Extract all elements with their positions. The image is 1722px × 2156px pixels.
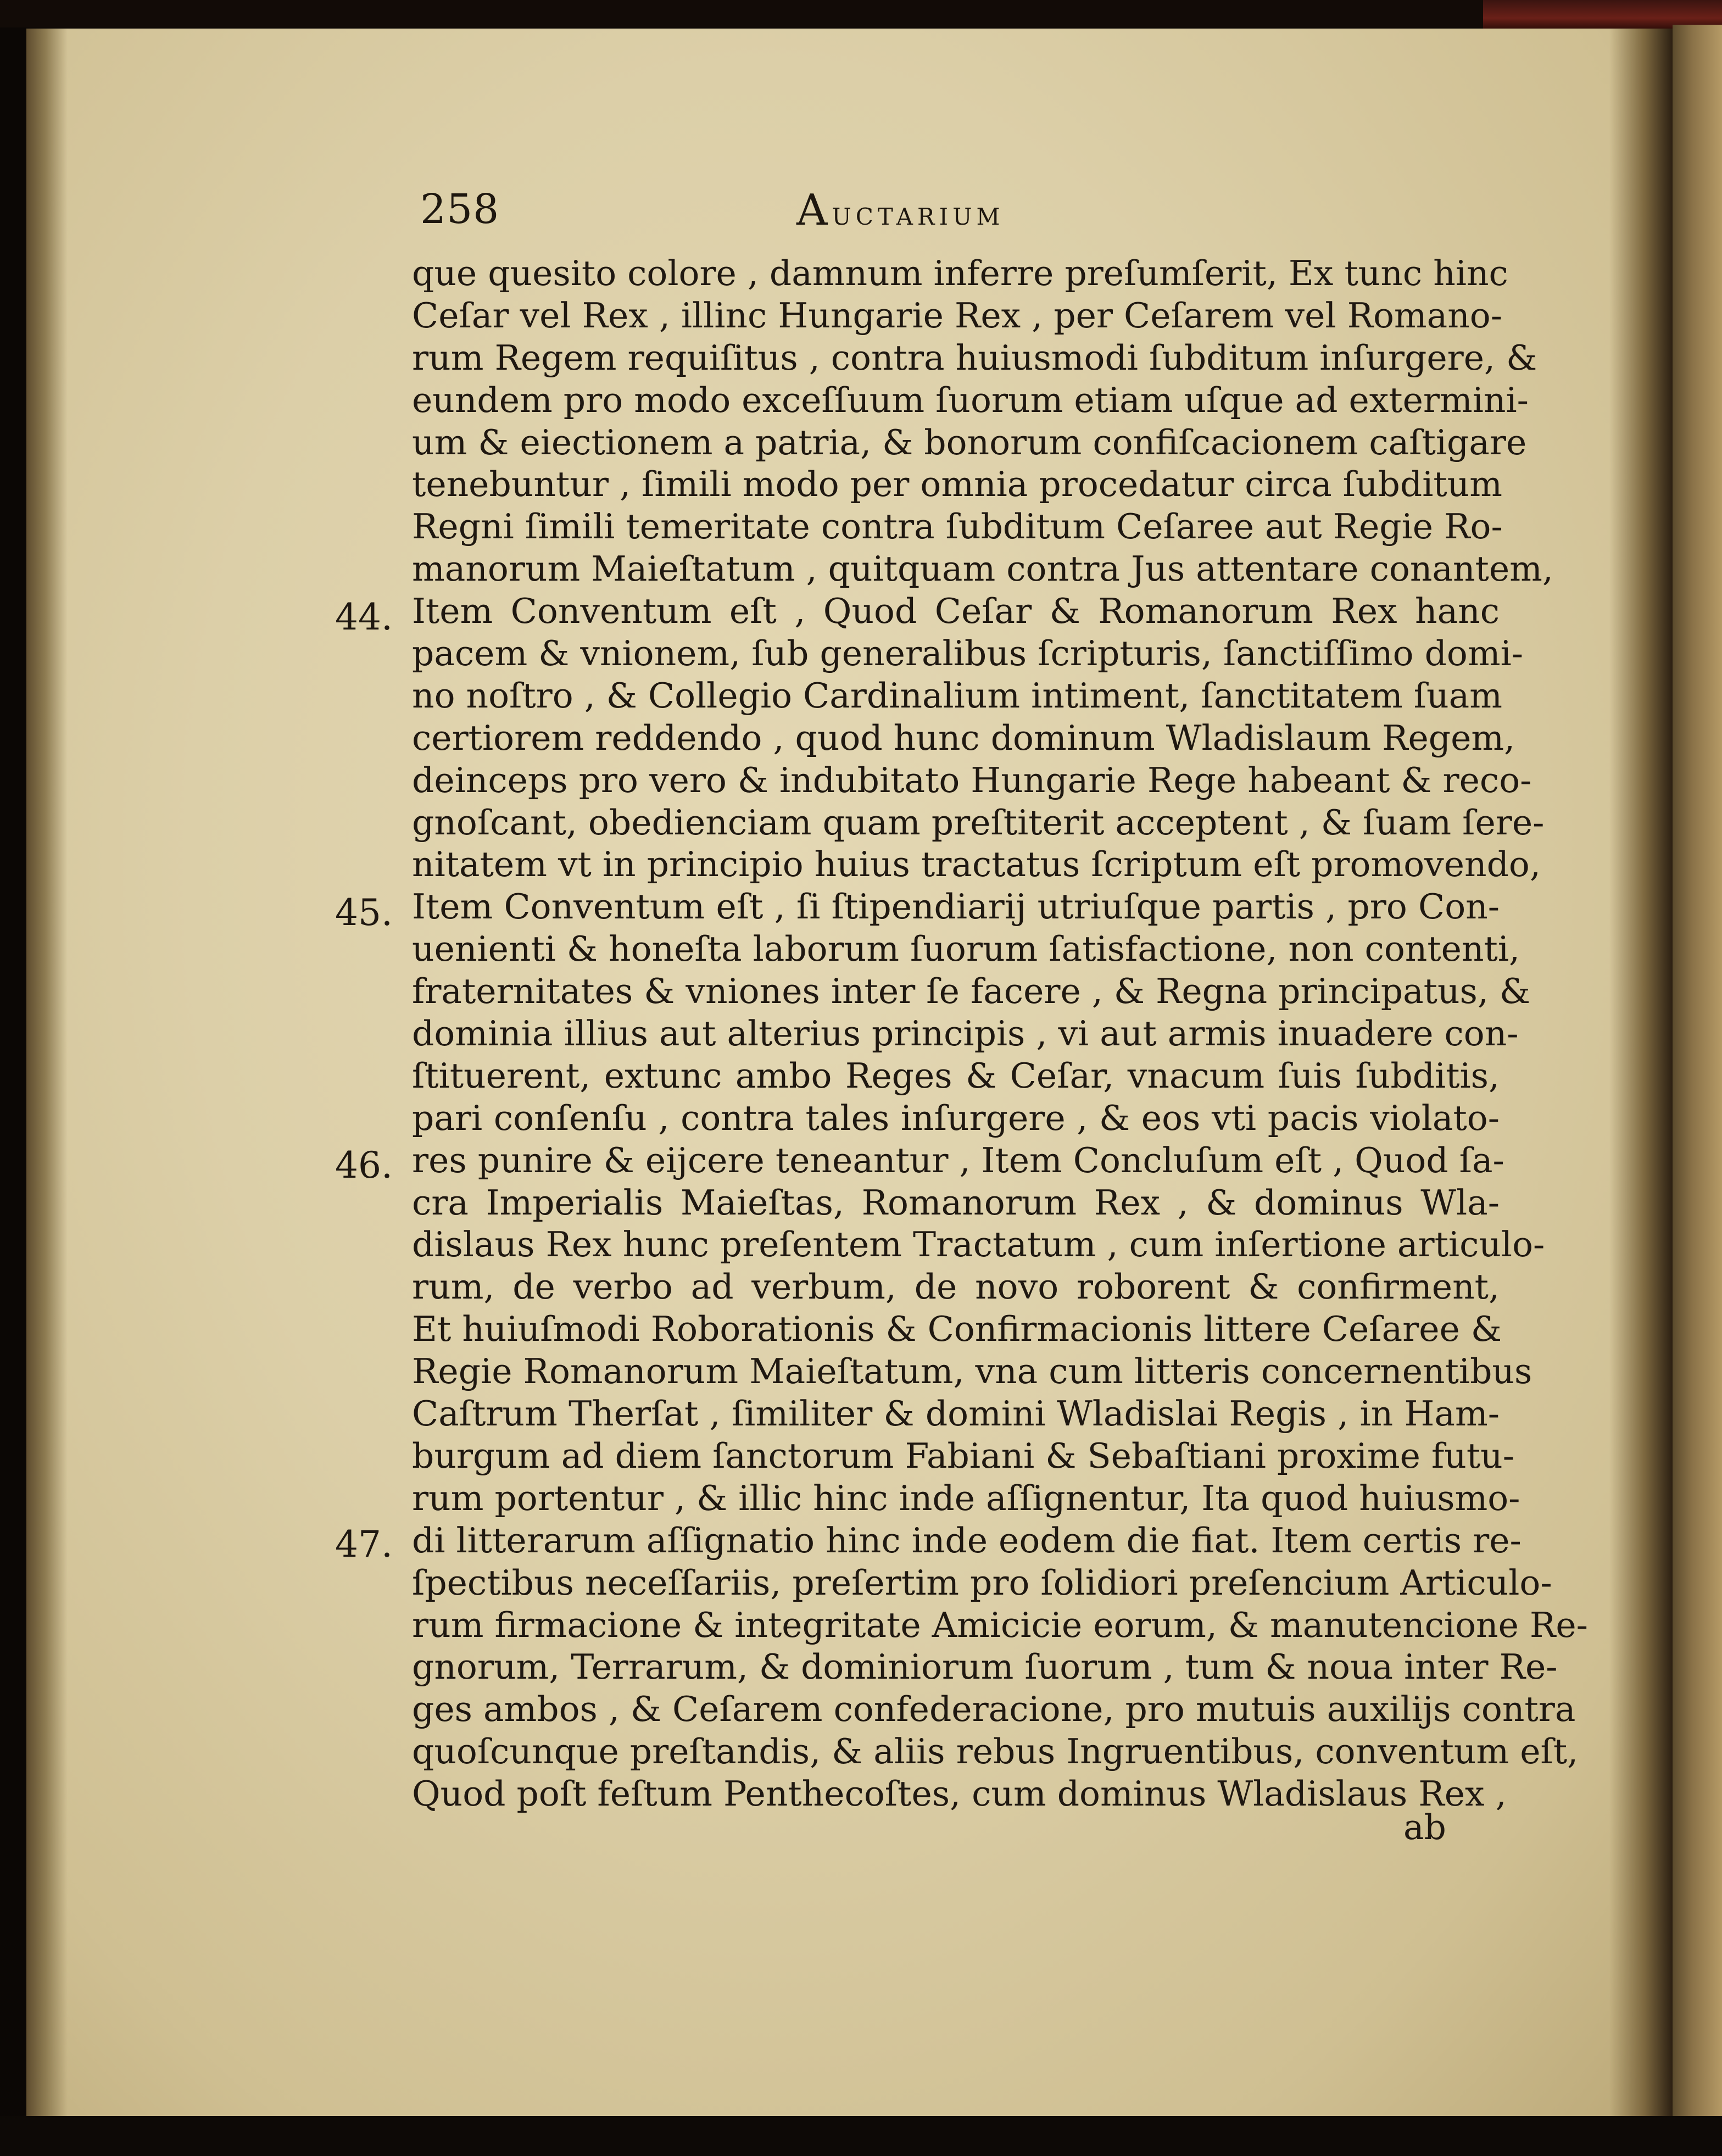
text-line: pacem & vnionem, ſub generalibus ſcripturis, ſanctiſſimo domi- <box>412 633 1524 674</box>
text-line: Item Conventum eſt , Quod Ceſar & Romanorum Rex hanc <box>412 591 1500 632</box>
text-line: res punire & eijcere teneantur , Item Concluſum eſt , Quod ſa- <box>412 1140 1504 1180</box>
page-gutter-shadow <box>26 29 68 2116</box>
text-line: que quesito colore , damnum inferre preſumſerit, Ex tunc hinc <box>412 253 1508 293</box>
text-line: ſpectibus neceſſariis, preſertim pro ſolidiori preſencium Articulo- <box>412 1562 1552 1603</box>
margin-article-number: 45. <box>335 892 393 934</box>
margin-article-number: 47. <box>335 1523 393 1566</box>
text-line: cra Imperialis Maieſtas, Romanorum Rex , & dominus Wla- <box>412 1182 1500 1223</box>
running-head: Auctarium <box>796 186 1005 235</box>
text-line: eundem pro modo exceſſuum ſuorum etiam uſque ad extermini- <box>412 380 1529 420</box>
text-line: no noſtro , & Collegio Cardinalium intiment, ſanctitatem ſuam <box>412 675 1502 716</box>
adjacent-page-edge <box>1673 25 1722 2129</box>
text-line: certiorem reddendo , quod hunc dominum Wladislaum Regem, <box>412 717 1515 758</box>
text-line: deinceps pro vero & indubitato Hungarie Rege habeant & reco- <box>412 760 1532 800</box>
text-line: gnorum, Terrarum, & dominiorum ſuorum , tum & noua inter Re- <box>412 1647 1558 1687</box>
text-line: rum, de verbo ad verbum, de novo roborent & confirment, <box>412 1267 1500 1307</box>
dark-backdrop-bottom <box>0 2116 1722 2156</box>
text-line: ges ambos , & Ceſarem confederacione, pro mutuis auxilijs contra <box>412 1689 1576 1730</box>
text-line: Caſtrum Therſat , ſimiliter & domini Wladislai Regis , in Ham- <box>412 1394 1500 1434</box>
text-line: Et huiuſmodi Roborationis & Confirmacionis littere Ceſaree & <box>412 1309 1502 1350</box>
text-line: tenebuntur , ſimili modo per omnia procedatur circa ſubditum <box>412 464 1502 505</box>
text-line: rum portentur , & illic hinc inde aſſignentur, Ita quod huiusmo- <box>412 1478 1520 1518</box>
text-line: pari conſenſu , contra tales inſurgere , & eos vti pacis violato- <box>412 1098 1500 1138</box>
text-line: fraternitates & vniones inter ſe facere , & Regna principatus, & <box>412 971 1530 1012</box>
text-line: nitatem vt in principio huius tractatus ſcriptum eſt promovendo, <box>412 844 1541 885</box>
text-line: dislaus Rex hunc preſentem Tractatum , cum inſertione articulo- <box>412 1224 1545 1265</box>
text-line: rum Regem requiſitus , contra huiusmodi ſubditum inſurgere, & <box>412 337 1537 378</box>
spine-shadow <box>1609 29 1673 2116</box>
margin-article-number: 46. <box>335 1144 393 1186</box>
margin-article-number: 44. <box>335 596 393 638</box>
text-line: manorum Maieſtatum , quitquam contra Jus attentare conantem, <box>412 549 1553 589</box>
text-line: um & eiectionem a patria, & bonorum confiſcacionem caſtigare <box>412 422 1527 463</box>
text-line: dominia illius aut alterius principis , vi aut armis inuadere con- <box>412 1013 1519 1054</box>
text-line: quoſcunque preſtandis, & aliis rebus Ingruentibus, conventum eſt, <box>412 1731 1579 1772</box>
text-line: burgum ad diem ſanctorum Fabiani & Sebaſtiani proxime futu- <box>412 1435 1515 1476</box>
text-line: uenienti & honeſta laborum ſuorum ſatisfactione, non contenti, <box>412 929 1520 970</box>
page-number: 258 <box>420 186 500 233</box>
text-line: Regni ſimili temeritate contra ſubditum Ceſaree aut Regie Ro- <box>412 506 1503 547</box>
text-line: Regie Romanorum Maieſtatum, vna cum litteris concernentibus <box>412 1351 1532 1392</box>
text-line: Item Conventum eſt , ſi ſtipendiarij utriuſque partis , pro Con- <box>412 887 1500 927</box>
text-line: ſtituerent, extunc ambo Reges & Ceſar, vnacum ſuis ſubditis, <box>412 1055 1500 1096</box>
body-text <box>412 253 1588 1815</box>
text-line: Quod poſt feſtum Penthecoſtes, cum dominus Wladislaus Rex , <box>412 1774 1507 1814</box>
catchword: ab <box>1403 1807 1446 1847</box>
text-line: Ceſar vel Rex , illinc Hungarie Rex , per Ceſarem vel Romano- <box>412 295 1503 336</box>
text-line: di litterarum aſſignatio hinc inde eodem die fiat. Item certis re- <box>412 1520 1522 1561</box>
text-line: rum firmacione & integritate Amicicie eorum, & manutencione Re- <box>412 1605 1588 1645</box>
text-line: gnoſcant, obedienciam quam preſtiterit acceptent , & ſuam ſere- <box>412 802 1545 843</box>
dark-backdrop-top <box>0 0 1722 27</box>
